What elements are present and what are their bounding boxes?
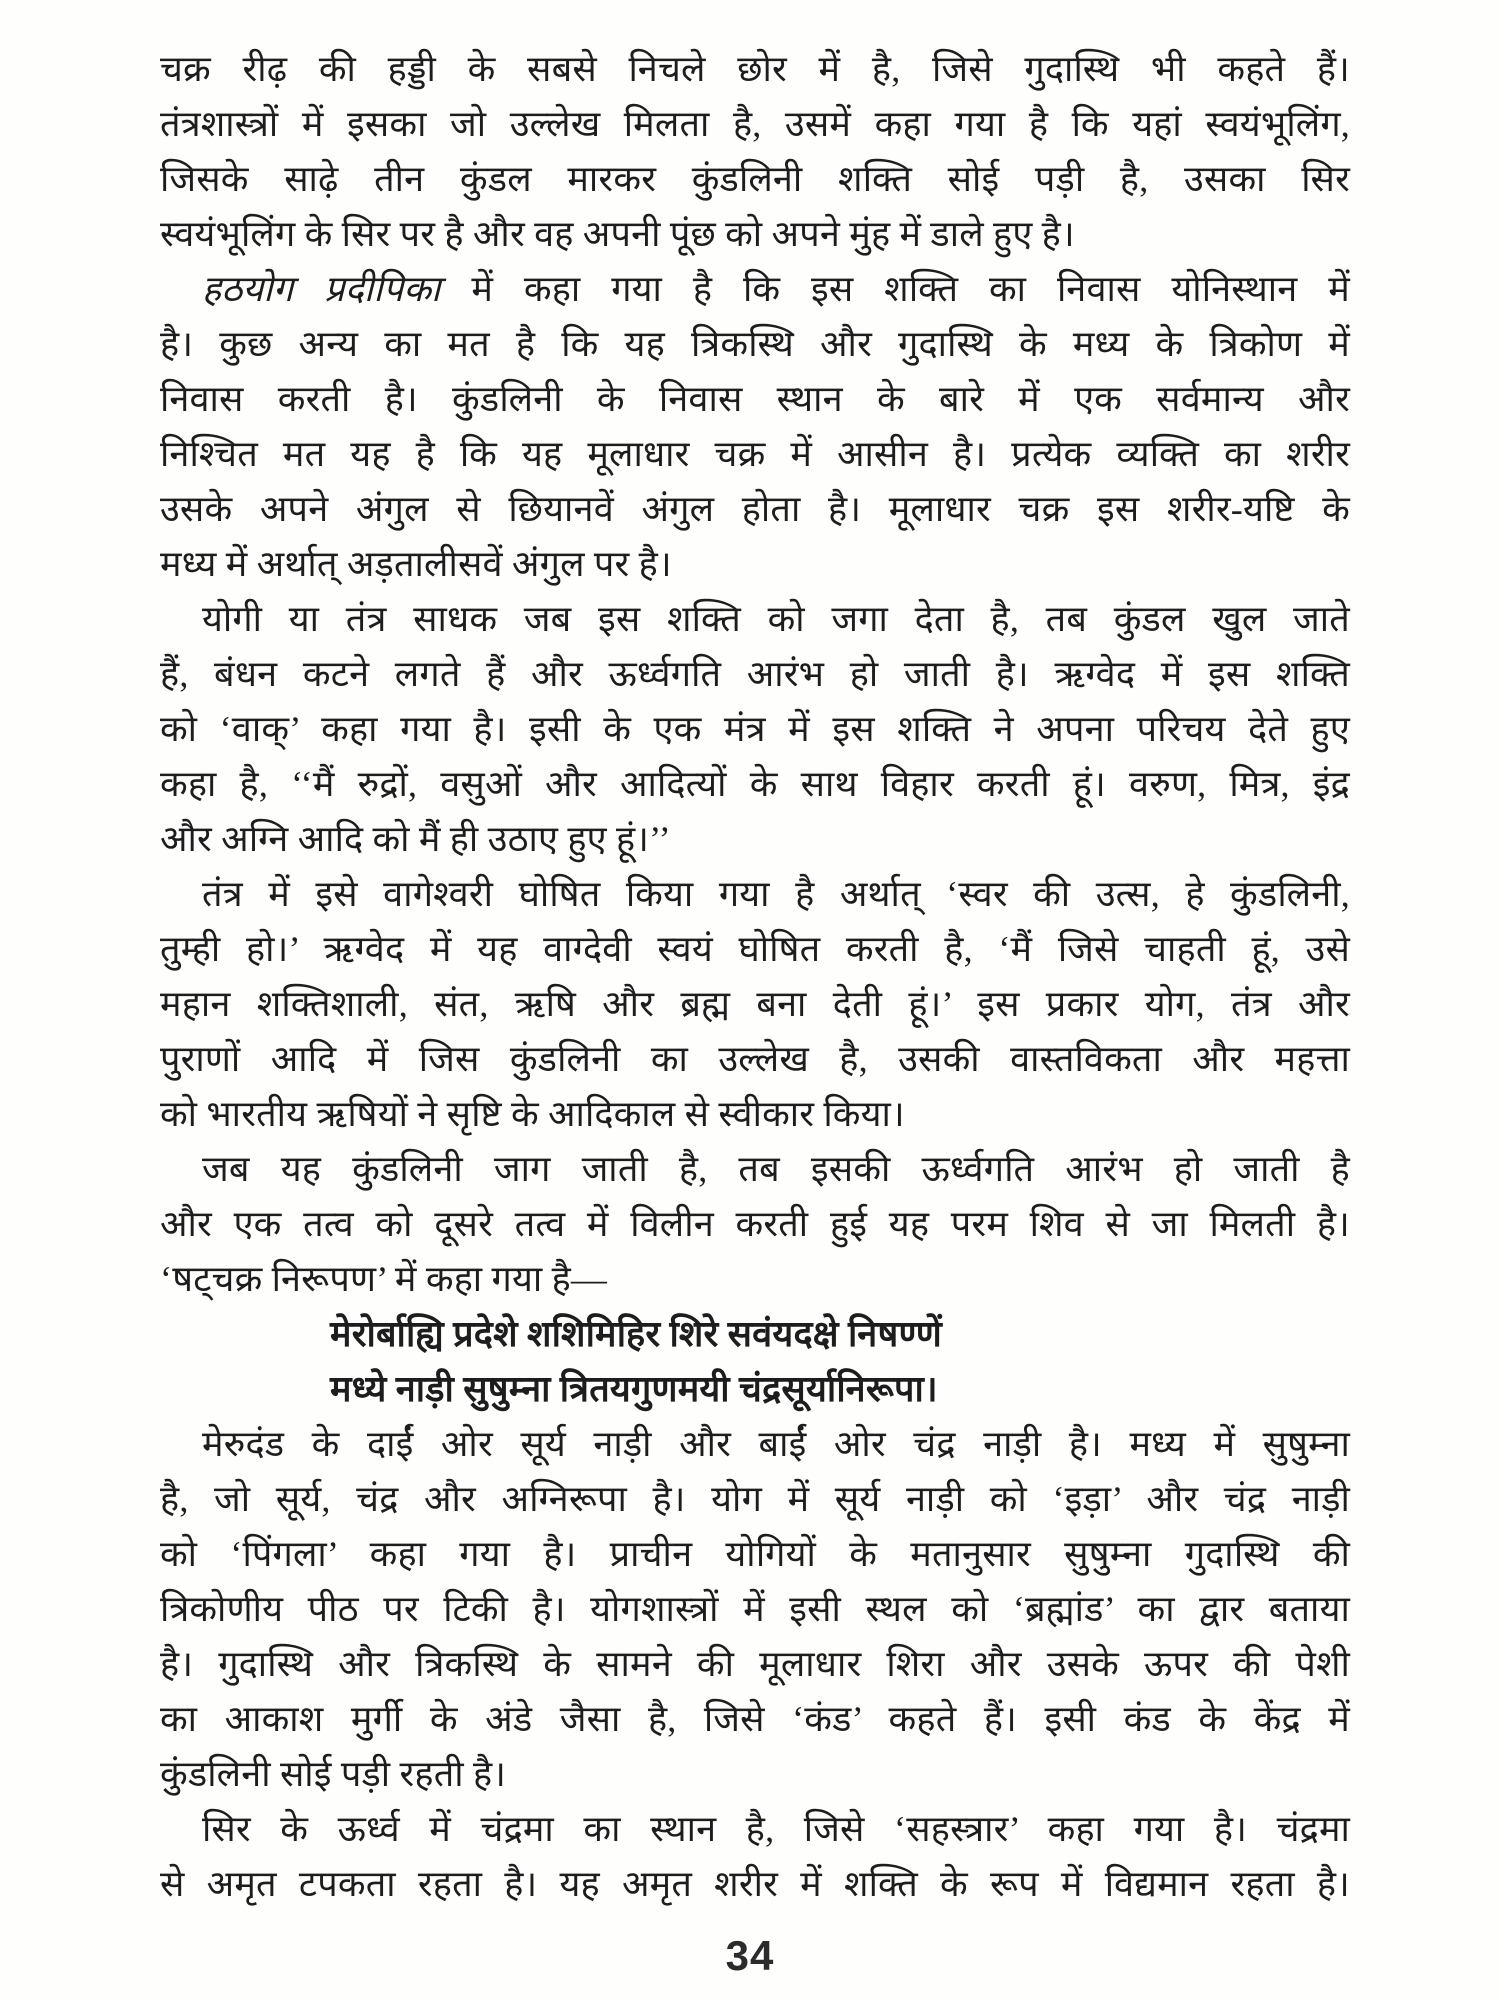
text-line: पुराणों आदि में जिस कुंडलिनी का उल्लेख है, उसकी वास्तविकता और महत्ता — [160, 1039, 1350, 1079]
sanskrit-verse-line: मेरोर्बाह्यि प्रदेशे शशिमिहिर शिरे सवंयदक्षे निषण्णें — [330, 1314, 943, 1354]
text-line: जब यह कुंडलिनी जाग जाती है, तब इसकी ऊर्ध्वगति आरंभ हो जाती है — [202, 1149, 1350, 1189]
body-text — [160, 42, 1350, 1912]
text-line: है। गुदास्थि और त्रिकस्थि के सामने की मूलाधार शिरा और उसके ऊपर की पेशी — [160, 1644, 1350, 1684]
text-line: निश्चित मत यह है कि यह मूलाधार चक्र में आसीन है। प्रत्येक व्यक्ति का शरीर — [160, 434, 1350, 474]
text-line: है। कुछ अन्य का मत है कि यह त्रिकस्थि और गुदास्थि के मध्य के त्रिकोण में — [160, 324, 1350, 364]
text-line: स्वयंभूलिंग के सिर पर है और वह अपनी पूंछ को अपने मुंह में डाले हुए है। — [160, 214, 1075, 254]
text-line: का आकाश मुर्गी के अंडे जैसा है, जिसे ‘कंड’ कहते हैं। इसी कंड के केंद्र में — [160, 1699, 1350, 1739]
text-line: तंत्रशास्त्रों में इसका जो उल्लेख मिलता है, उसमें कहा गया है कि यहां स्वयंभूलिंग, — [160, 104, 1350, 144]
text-line: को ‘वाक्’ कहा गया है। इसी के एक मंत्र में इस शक्ति ने अपना परिचय देते हुए — [160, 709, 1350, 749]
text-line: मध्य में अर्थात् अड़तालीसवें अंगुल पर है। — [160, 544, 672, 584]
text-line-rest: में कहा गया है कि इस शक्ति का निवास योनिस्थान में — [440, 269, 1350, 309]
text-line: त्रिकोणीय पीठ पर टिकी है। योगशास्त्रों में इसी स्थल को ‘ब्रह्मांड’ का द्वार बताया — [160, 1589, 1350, 1629]
text-line: हैं, बंधन कटने लगते हैं और ऊर्ध्वगति आरंभ हो जाती है। ऋग्वेद में इस शक्ति — [160, 654, 1350, 694]
text-line: और एक तत्व को दूसरे तत्व में विलीन करती हुई यह परम शिव से जा मिलती है। — [160, 1204, 1350, 1244]
text-line: मेरुदंड के दाईं ओर सूर्य नाड़ी और बाईं ओर चंद्र नाड़ी है। मध्य में सुषुम्ना — [202, 1424, 1350, 1464]
book-title-italic: हठयोग प्रदीपिका — [202, 269, 441, 309]
text-line: महान शक्तिशाली, संत, ऋषि और ब्रह्म बना देती हूं।’ इस प्रकार योग, तंत्र और — [160, 984, 1350, 1024]
text-line: सिर के ऊर्ध्व में चंद्रमा का स्थान है, जिसे ‘सहस्त्रार’ कहा गया है। चंद्रमा — [202, 1809, 1350, 1849]
text-line: है, जो सूर्य, चंद्र और अग्निरूपा है। योग में सूर्य नाड़ी को ‘इड़ा’ और चंद्र नाड़ी — [160, 1479, 1350, 1519]
text-line: और अग्नि आदि को मैं ही उठाए हुए हूं।’’ — [160, 819, 671, 859]
text-line: कुंडलिनी सोई पड़ी रहती है। — [160, 1754, 507, 1794]
text-line: चक्र रीढ़ की हड्डी के सबसे निचले छोर में है, जिसे गुदास्थि भी कहते हैं। — [160, 49, 1350, 89]
text-line: जिसके साढ़े तीन कुंडल मारकर कुंडलिनी शक्ति सोई पड़ी है, उसका सिर — [160, 159, 1350, 199]
text-line — [160, 262, 1350, 317]
text-line: ‘षट्चक्र निरूपण’ में कहा गया है— — [160, 1259, 608, 1299]
text-line: तुम्ही हो।’ ऋग्वेद में यह वाग्देवी स्वयं घोषित करती है, ‘मैं जिसे चाहती हूं, उसे — [160, 929, 1350, 969]
text-line: कहा है, ‘‘मैं रुद्रों, वसुओं और आदित्यों के साथ विहार करती हूं। वरुण, मित्र, इंद्र — [160, 764, 1350, 804]
text-line: निवास करती है। कुंडलिनी के निवास स्थान के बारे में एक सर्वमान्य और — [160, 379, 1350, 419]
text-line: तंत्र में इसे वागेश्वरी घोषित किया गया है अर्थात् ‘स्वर की उत्स, हे कुंडलिनी, — [202, 874, 1350, 914]
text-line: उसके अपने अंगुल से छियानवें अंगुल होता है। मूलाधार चक्र इस शरीर-यष्टि के — [160, 489, 1350, 529]
text-line: को भारतीय ऋषियों ने सृष्टि के आदिकाल से स्वीकार किया। — [160, 1094, 905, 1134]
sanskrit-verse-line: मध्ये नाड़ी सुषुम्ना त्रितयगुणमयी चंद्रसूर्यानिरूपा। — [330, 1369, 938, 1409]
text-line: से अमृत टपकता रहता है। यह अमृत शरीर में शक्ति के रूप में विद्यमान रहता है। — [160, 1864, 1350, 1904]
page-number: 34 — [725, 1932, 775, 1979]
text-line: योगी या तंत्र साधक जब इस शक्ति को जगा देता है, तब कुंडल खुल जाते — [202, 599, 1350, 639]
text-line: को ‘पिंगला’ कहा गया है। प्राचीन योगियों के मतानुसार सुषुम्ना गुदास्थि की — [160, 1534, 1350, 1574]
